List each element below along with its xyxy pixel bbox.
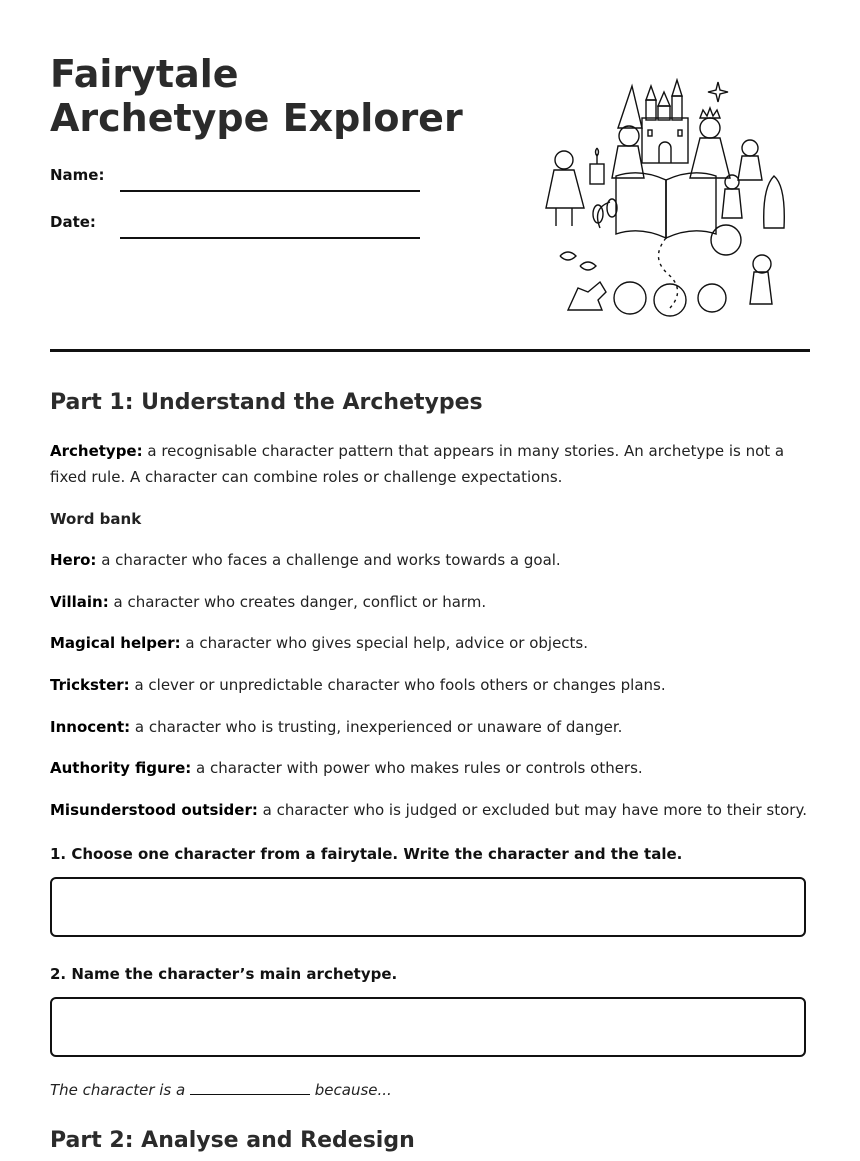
empty-circle bbox=[711, 225, 741, 255]
date-label: Date: bbox=[50, 213, 96, 231]
empty-circle bbox=[698, 284, 726, 312]
word-bank-item bbox=[50, 755, 810, 781]
definition-term: Archetype: bbox=[50, 442, 143, 460]
word-bank-item bbox=[50, 797, 810, 823]
def-hero: a character who faces a challenge and works towards a goal. bbox=[96, 551, 561, 569]
def-innocent: a character who is trusting, inexperienced or unaware of danger. bbox=[130, 718, 623, 736]
answer-box-1[interactable] bbox=[50, 877, 806, 937]
name-field[interactable] bbox=[50, 166, 430, 196]
term-villain: Villain: bbox=[50, 593, 109, 611]
term-misunderstood-outsider: Misunderstood outsider: bbox=[50, 801, 258, 819]
def-misunderstood-outsider: a character who is judged or excluded but may have more to their story. bbox=[257, 801, 807, 819]
worksheet-title: Fairytale Archetype Explorer bbox=[50, 52, 463, 140]
part1-heading: Part 1: Understand the Archetypes bbox=[50, 390, 483, 415]
empty-circle bbox=[654, 284, 686, 316]
sentence-blank[interactable] bbox=[190, 1080, 310, 1095]
leaf-icon bbox=[560, 199, 617, 270]
bear-icon bbox=[750, 255, 772, 304]
word-bank-item bbox=[50, 589, 810, 615]
def-magical-helper: a character who gives special help, advice or objects. bbox=[180, 634, 589, 652]
prince-icon bbox=[546, 151, 584, 226]
word-bank-item bbox=[50, 547, 810, 573]
candle-icon bbox=[590, 148, 604, 184]
castle-icon bbox=[642, 80, 688, 163]
word-bank-item bbox=[50, 630, 810, 656]
question-2: 2. Name the character’s main archetype. bbox=[50, 965, 398, 983]
fairytale-illustration bbox=[540, 78, 790, 318]
term-hero: Hero: bbox=[50, 551, 97, 569]
fox-icon bbox=[568, 282, 606, 310]
word-bank-label: Word bank bbox=[50, 510, 142, 528]
question-1: 1. Choose one character from a fairytale. Write the character and the tale. bbox=[50, 845, 683, 863]
name-label: Name: bbox=[50, 166, 105, 184]
sentence-start: The character is a bbox=[50, 1081, 190, 1099]
sentence-starter bbox=[50, 1080, 392, 1099]
open-book-icon bbox=[616, 173, 716, 238]
date-line[interactable] bbox=[120, 237, 420, 239]
def-villain: a character who creates danger, conflict or harm. bbox=[108, 593, 487, 611]
wizard-icon bbox=[612, 86, 644, 178]
def-authority-figure: a character with power who makes rules or controls others. bbox=[191, 759, 643, 777]
empty-circle bbox=[614, 282, 646, 314]
rock-icon bbox=[764, 176, 785, 228]
def-trickster: a clever or unpredictable character who fools others or changes plans. bbox=[129, 676, 666, 694]
path-trail bbox=[658, 238, 677, 308]
part2-heading: Part 2: Analyse and Redesign bbox=[50, 1128, 415, 1153]
child-icon bbox=[722, 140, 762, 218]
sentence-end: because... bbox=[309, 1081, 392, 1099]
term-authority-figure: Authority figure: bbox=[50, 759, 192, 777]
date-field[interactable] bbox=[50, 213, 430, 243]
word-bank-item bbox=[50, 672, 810, 698]
sparkle-icon bbox=[708, 82, 728, 102]
name-line[interactable] bbox=[120, 190, 420, 192]
term-magical-helper: Magical helper: bbox=[50, 634, 181, 652]
term-innocent: Innocent: bbox=[50, 718, 131, 736]
archetype-definition bbox=[50, 438, 810, 490]
term-trickster: Trickster: bbox=[50, 676, 130, 694]
definition-text: a recognisable character pattern that appears in many stories. An archetype is not a fixed rule. A character can combine roles or challenge expectations. bbox=[50, 442, 785, 486]
answer-box-2[interactable] bbox=[50, 997, 806, 1057]
princess-icon bbox=[690, 108, 730, 178]
word-bank-item bbox=[50, 714, 810, 740]
divider bbox=[50, 349, 810, 352]
